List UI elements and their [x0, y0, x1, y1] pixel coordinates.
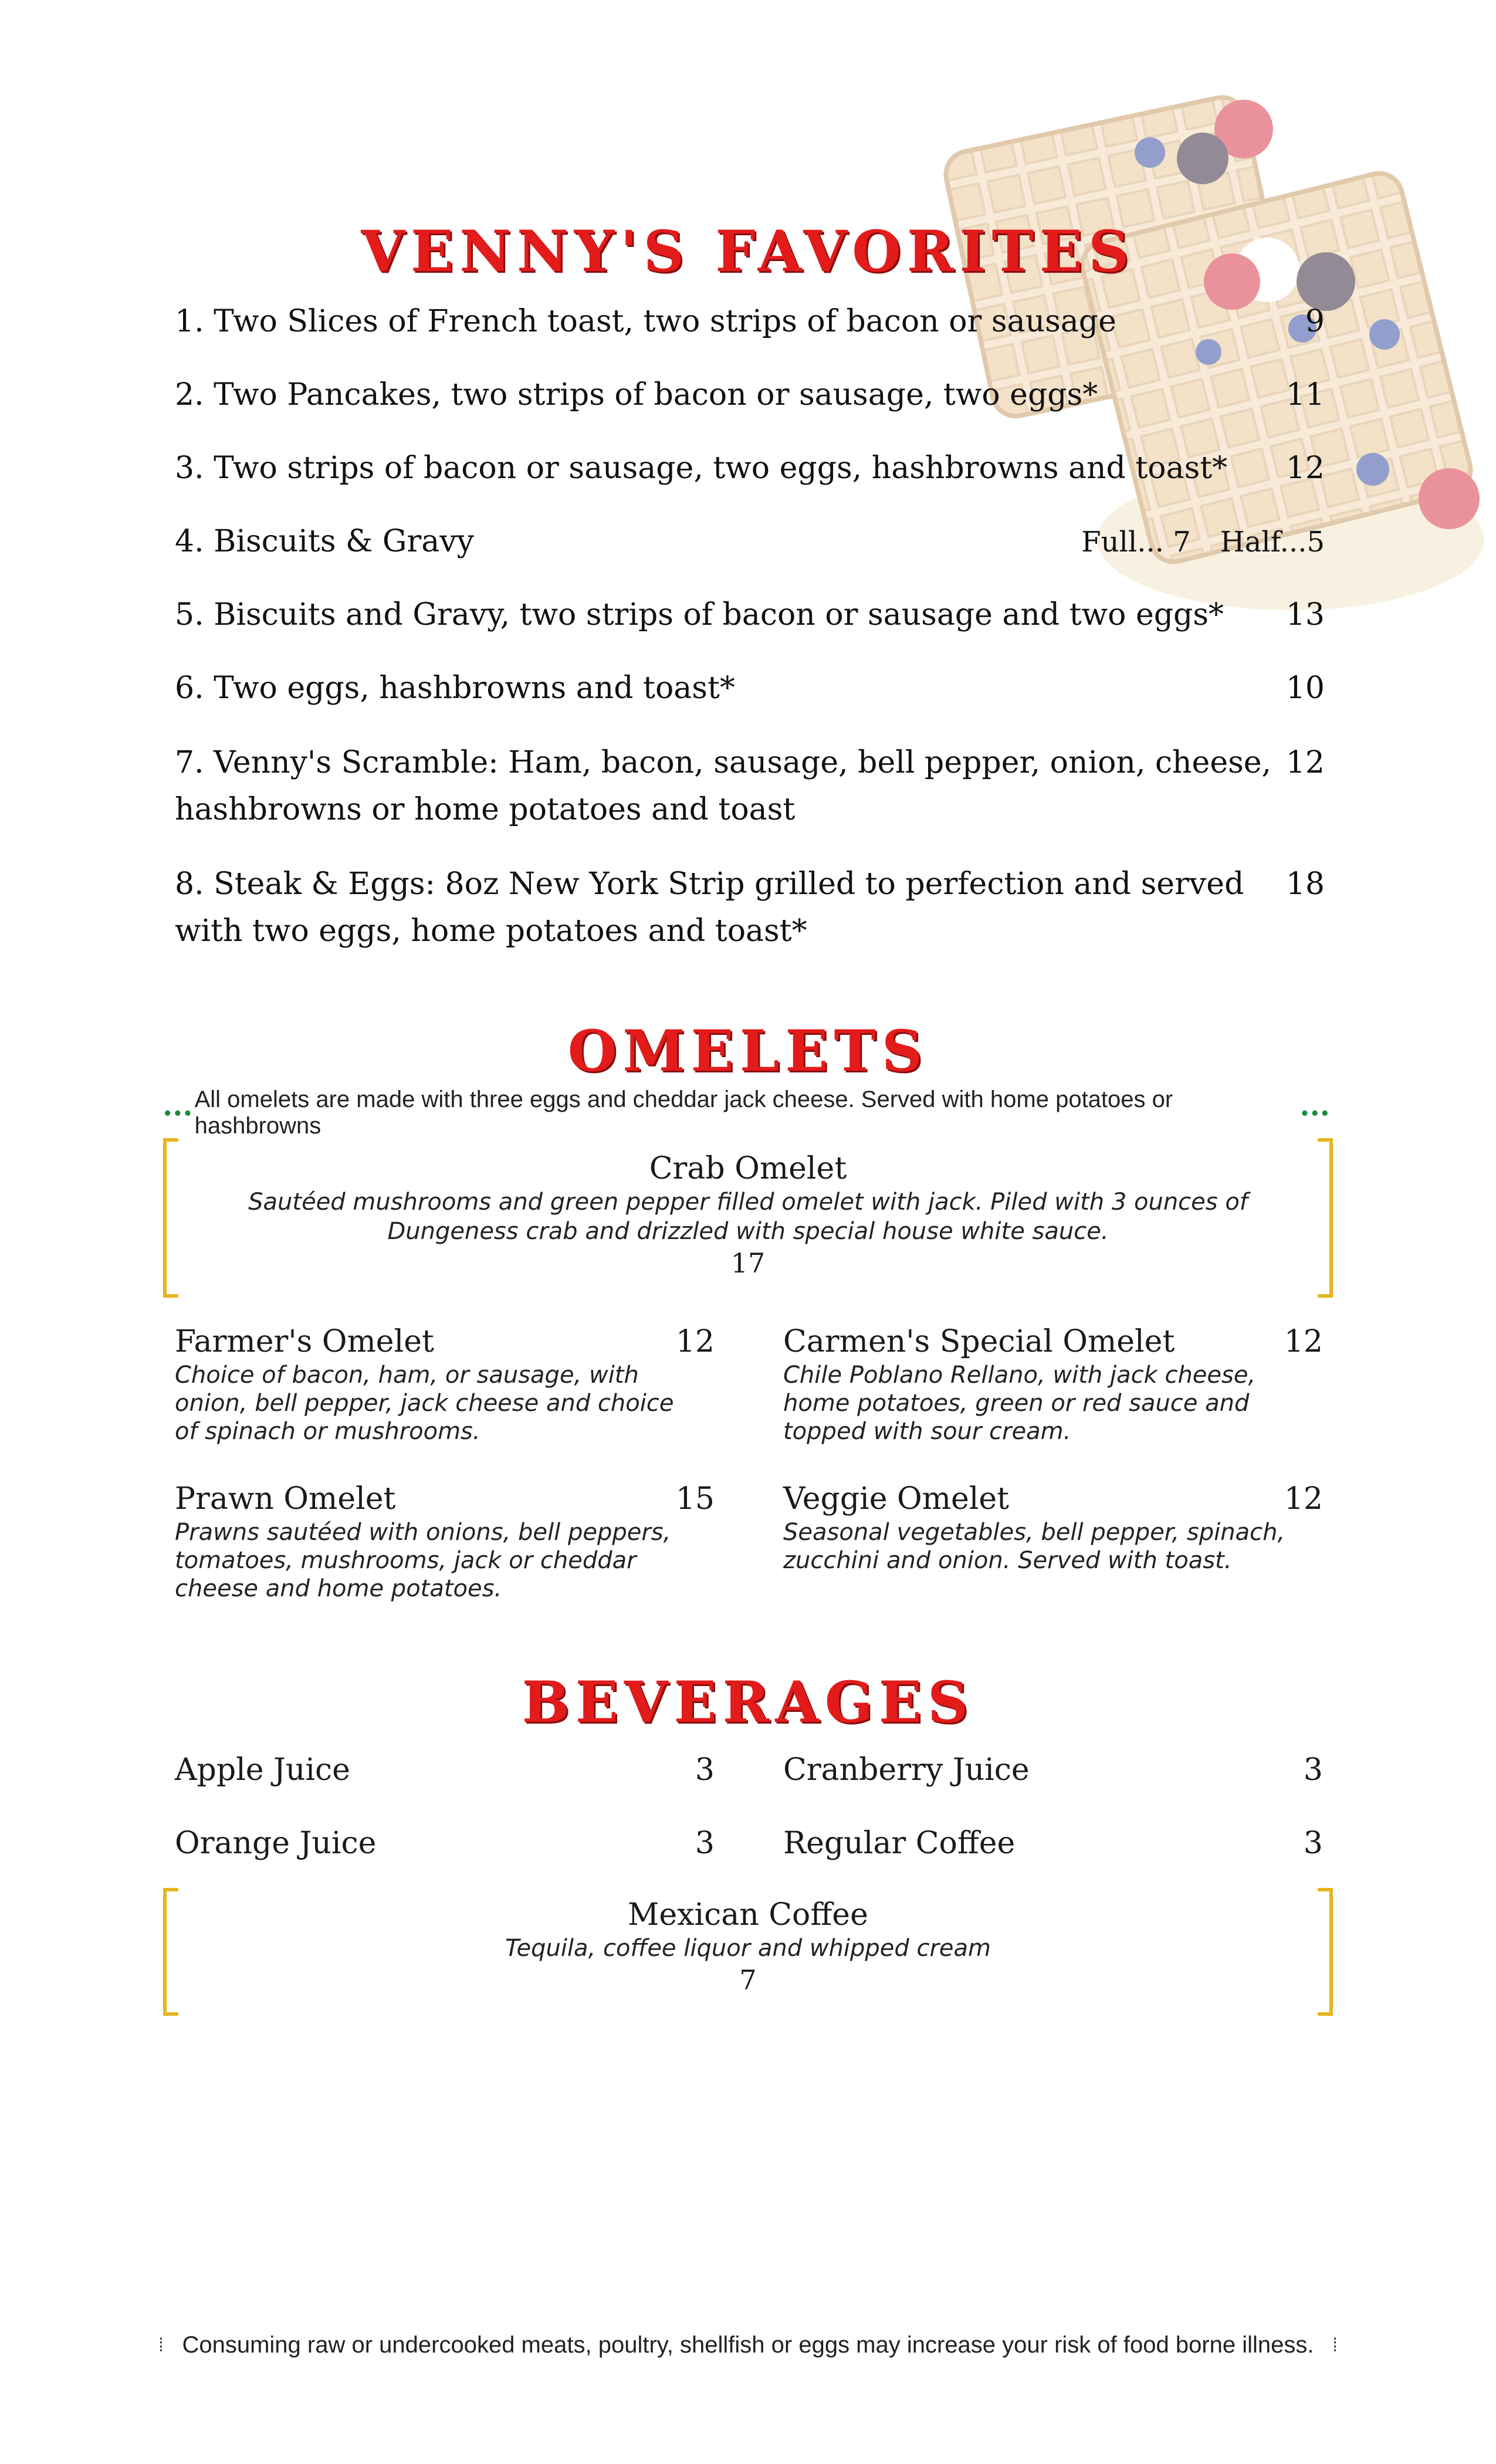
omelet-description: Chile Poblano Rellano, with jack cheese, home potatoes, green or red sauce and topped with sour cream.: [783, 1362, 1256, 1445]
favorite-item-text: 6. Two eggs, hashbrowns and toast*: [175, 671, 735, 706]
dot-ornament-right: •••: [1301, 1102, 1332, 1123]
favorite-item-text: 7. Venny's Scramble: Ham, bacon, sausage, bell pepper, onion, cheese, hashbrowns or home potatoes and toast: [175, 745, 1272, 827]
favorite-item-price: 12: [1285, 451, 1325, 486]
beverages-title: BEVERAGES: [522, 1669, 974, 1735]
favorite-item-text: 4. Biscuits & Gravy: [175, 524, 474, 559]
beverage-name: Regular Coffee: [783, 1826, 1016, 1861]
omelet-item: [783, 1480, 1323, 1575]
beverage-item: [175, 1749, 715, 1791]
favorite-item-price: 9: [1305, 304, 1325, 339]
favorite-item: [175, 445, 1325, 492]
featured-omelet-name: Crab Omelet: [649, 1151, 847, 1186]
favorite-item: [175, 591, 1325, 638]
favorite-item-text: 5. Biscuits and Gravy, two strips of bacon or sausage and two eggs*: [175, 597, 1224, 632]
favorite-item-price-split: [1052, 518, 1325, 566]
favorite-item: [175, 665, 1325, 712]
featured-beverage-description: Tequila, coffee liquor and whipped cream: [505, 1935, 991, 1962]
bracket-left: [163, 1888, 178, 2016]
omelet-price: 12: [1284, 1324, 1323, 1359]
favorites-title: VENNY'S FAVORITES: [361, 218, 1135, 285]
omelet-price: 15: [675, 1481, 715, 1517]
favorite-item-text: 1. Two Slices of French toast, two strips of bacon or sausage: [175, 304, 1116, 339]
favorite-item: [175, 298, 1325, 345]
featured-omelet-price: 17: [730, 1247, 766, 1279]
footer-warning-text: Consuming raw or undercooked meats, poultry, shellfish or eggs may increase your risk of food borne illness.: [182, 2332, 1314, 2358]
featured-omelet: [188, 1150, 1308, 1280]
beverage-price: 3: [695, 1752, 715, 1788]
beverage-price: 3: [1303, 1752, 1323, 1788]
beverage-item: [175, 1823, 715, 1864]
featured-beverage-name: Mexican Coffee: [628, 1897, 868, 1932]
footer-warning: [158, 2332, 1338, 2358]
favorite-item-price: 13: [1285, 597, 1325, 632]
favorite-item: [175, 861, 1325, 955]
beverage-price: 3: [695, 1826, 715, 1861]
favorite-item-price: 11: [1285, 377, 1325, 412]
omelet-price: 12: [675, 1324, 715, 1359]
favorite-item-text: 2. Two Pancakes, two strips of bacon or sausage, two eggs*: [175, 377, 1098, 412]
omelet-name: Farmer's Omelet: [175, 1324, 434, 1359]
omelet-description: Prawns sautéed with onions, bell peppers, tomatoes, mushrooms, jack or cheddar cheese and home potatoes.: [175, 1519, 671, 1602]
favorite-item: [175, 371, 1325, 418]
ornament-left-icon: ⁞: [158, 2334, 164, 2355]
omelets-note-text: All omelets are made with three eggs and cheddar jack cheese. Served with home potatoes or hashbrowns: [194, 1087, 1173, 1139]
beverage-item: [783, 1749, 1323, 1791]
featured-beverage-price: 7: [739, 1964, 757, 1996]
beverage-item: [783, 1823, 1323, 1864]
bracket-right: [1318, 1888, 1333, 2016]
featured-omelet-description: Sautéed mushrooms and green pepper filled omelet with jack. Piled with 3 ounces of Dungeness crab and drizzled with special house white sauce.: [248, 1189, 1248, 1245]
beverage-price: 3: [1303, 1826, 1323, 1861]
favorite-item-price: 12: [1285, 745, 1325, 780]
omelet-name: Carmen's Special Omelet: [783, 1324, 1175, 1359]
beverage-name: Orange Juice: [175, 1826, 377, 1861]
omelet-price: 12: [1284, 1481, 1323, 1517]
ornament-right-icon: ⁞: [1332, 2334, 1338, 2355]
dot-ornament-left: •••: [164, 1102, 195, 1123]
omelet-name: Prawn Omelet: [175, 1481, 396, 1517]
omelets-title: OMELETS: [567, 1018, 929, 1084]
omelet-name: Veggie Omelet: [783, 1481, 1010, 1517]
omelet-item: [175, 1322, 715, 1446]
favorite-item: [175, 518, 1325, 565]
favorite-item-price: 10: [1285, 671, 1325, 706]
beverage-name: Cranberry Juice: [783, 1752, 1030, 1788]
omelet-description: Choice of bacon, ham, or sausage, with onion, bell pepper, jack cheese and choice of spinach or mushrooms.: [175, 1362, 674, 1445]
price-half: Half...5: [1220, 526, 1325, 559]
favorite-item: [175, 739, 1325, 833]
omelet-item: [783, 1322, 1323, 1446]
favorite-item-text: 8. Steak & Eggs: 8oz New York Strip grilled to perfection and served with two eggs, home potatoes and toast*: [175, 867, 1244, 949]
favorite-item-price: 18: [1285, 867, 1325, 902]
beverage-name: Apple Juice: [175, 1752, 350, 1788]
omelet-item: [175, 1480, 715, 1603]
featured-beverage: [188, 1896, 1308, 1997]
omelet-description: Seasonal vegetables, bell pepper, spinach, zucchini and onion. Served with toast.: [783, 1519, 1285, 1574]
omelets-note: [164, 1087, 1332, 1139]
favorite-item-text: 3. Two strips of bacon or sausage, two eggs, hashbrowns and toast*: [175, 451, 1228, 486]
bracket-right: [1318, 1138, 1333, 1298]
price-full: Full... 7: [1081, 526, 1191, 559]
bracket-left: [163, 1138, 178, 1298]
